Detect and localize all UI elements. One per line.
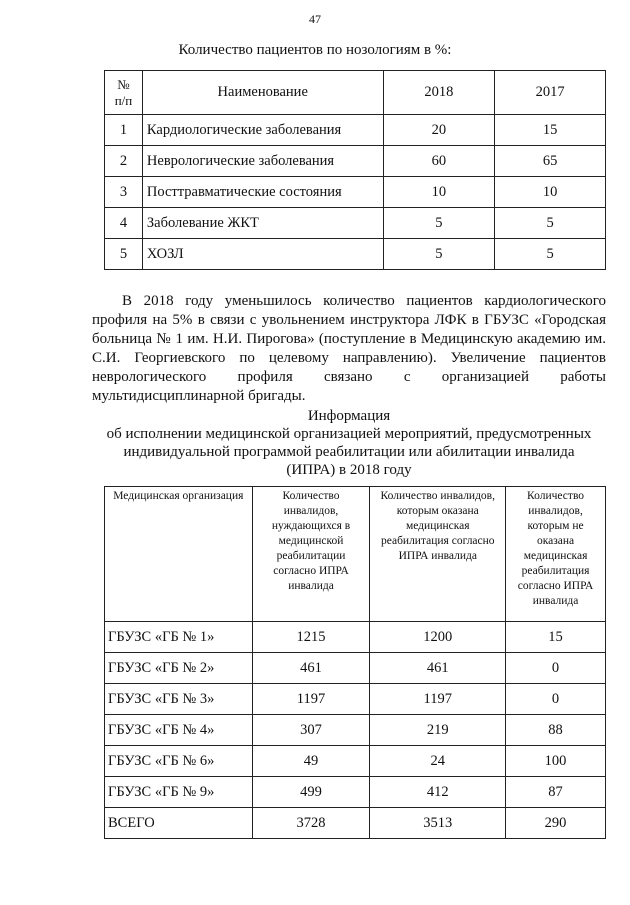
cell-num: 3 <box>105 177 143 208</box>
cell-num: 2 <box>105 146 143 177</box>
cell-provided: 219 <box>370 715 506 746</box>
header-provided: Количество инвалидов, которым оказана медицинская реабилитация согласно ИПРА инвалида <box>370 487 506 622</box>
header-num-line1: № <box>117 76 130 92</box>
info-title-line3: индивидуальной программой реабилитации или абилитации инвалида <box>123 444 575 460</box>
cell-2018: 5 <box>383 239 495 270</box>
cell-provided: 24 <box>370 746 506 777</box>
cell-org: ГБУЗС «ГБ № 9» <box>105 777 253 808</box>
info-title-line1: Информация <box>307 408 391 424</box>
cell-num: 1 <box>105 115 143 146</box>
cell-name: Неврологические заболевания <box>142 146 383 177</box>
table-row <box>105 653 606 684</box>
cell-2018: 20 <box>383 115 495 146</box>
cell-provided: 1197 <box>370 684 506 715</box>
table-row <box>105 177 606 208</box>
cell-org: ВСЕГО <box>105 808 253 839</box>
cell-org: ГБУЗС «ГБ № 4» <box>105 715 253 746</box>
cell-2018: 5 <box>383 208 495 239</box>
table-row <box>105 146 606 177</box>
cell-needing: 499 <box>252 777 370 808</box>
page-number: 47 <box>309 12 321 26</box>
cell-not-provided: 100 <box>506 746 606 777</box>
header-not-provided: Количество инвалидов, которым не оказана медицинская реабилитация согласно ИПРА инвалида <box>506 487 606 622</box>
cell-org: ГБУЗС «ГБ № 2» <box>105 653 253 684</box>
cell-provided: 3513 <box>370 808 506 839</box>
cell-needing: 1197 <box>252 684 370 715</box>
table-row <box>105 622 606 653</box>
header-2018: 2018 <box>383 71 495 115</box>
cell-2017: 10 <box>495 177 606 208</box>
cell-org: ГБУЗС «ГБ № 3» <box>105 684 253 715</box>
cell-name: Заболевание ЖКТ <box>142 208 383 239</box>
cell-org: ГБУЗС «ГБ № 6» <box>105 746 253 777</box>
cell-provided: 461 <box>370 653 506 684</box>
cell-needing: 1215 <box>252 622 370 653</box>
cell-not-provided: 0 <box>506 653 606 684</box>
cell-name: Кардиологические заболевания <box>142 115 383 146</box>
body-paragraph <box>92 292 606 406</box>
cell-2017: 65 <box>495 146 606 177</box>
cell-not-provided: 290 <box>506 808 606 839</box>
table-row <box>105 115 606 146</box>
table-row <box>105 715 606 746</box>
cell-2018: 60 <box>383 146 495 177</box>
cell-not-provided: 15 <box>506 622 606 653</box>
header-org: Медицинская организация <box>105 487 253 622</box>
table-row <box>105 777 606 808</box>
paragraph-text: В 2018 году уменьшилось количество пациентов кардиологического профиля на 5% в связи с увольнением инструктора ЛФК в ГБУЗС «Городская больница № 1 им. Н.И. Пирогова» (поступление в Медицинскую академию им. С.И. Георгиевского по целевому направлению). Увеличение пациентов неврологического профиля связано с организацией работы мультидисциплинарной бригады. <box>92 293 606 404</box>
table-row <box>105 239 606 270</box>
info-heading <box>92 407 606 479</box>
cell-needing: 461 <box>252 653 370 684</box>
cell-2017: 5 <box>495 239 606 270</box>
table-header-row <box>105 487 606 622</box>
header-needing: Количество инвалидов, нуждающихся в медицинской реабилитации согласно ИПРА инвалида <box>252 487 370 622</box>
cell-2018: 10 <box>383 177 495 208</box>
cell-org: ГБУЗС «ГБ № 1» <box>105 622 253 653</box>
table-header-row <box>105 71 606 115</box>
table-row <box>105 746 606 777</box>
table-row <box>105 684 606 715</box>
cell-needing: 307 <box>252 715 370 746</box>
cell-num: 4 <box>105 208 143 239</box>
nosology-table <box>104 70 606 270</box>
cell-num: 5 <box>105 239 143 270</box>
header-name: Наименование <box>142 71 383 115</box>
ipra-table <box>104 486 606 839</box>
cell-2017: 15 <box>495 115 606 146</box>
cell-name: Посттравматические состояния <box>142 177 383 208</box>
cell-name: ХОЗЛ <box>142 239 383 270</box>
cell-not-provided: 0 <box>506 684 606 715</box>
info-title-line4: (ИПРА) в 2018 году <box>286 462 412 478</box>
cell-not-provided: 88 <box>506 715 606 746</box>
table-row <box>105 208 606 239</box>
cell-needing: 49 <box>252 746 370 777</box>
cell-provided: 412 <box>370 777 506 808</box>
header-num <box>105 71 143 115</box>
cell-2017: 5 <box>495 208 606 239</box>
cell-needing: 3728 <box>252 808 370 839</box>
header-2017: 2017 <box>495 71 606 115</box>
header-num-line2: п/п <box>114 92 133 108</box>
cell-provided: 1200 <box>370 622 506 653</box>
info-title-line2: об исполнении медицинской организацией мероприятий, предусмотренных <box>106 426 592 442</box>
table-row-total <box>105 808 606 839</box>
table1-caption: Количество пациентов по нозологиям в %: <box>178 42 452 58</box>
cell-not-provided: 87 <box>506 777 606 808</box>
